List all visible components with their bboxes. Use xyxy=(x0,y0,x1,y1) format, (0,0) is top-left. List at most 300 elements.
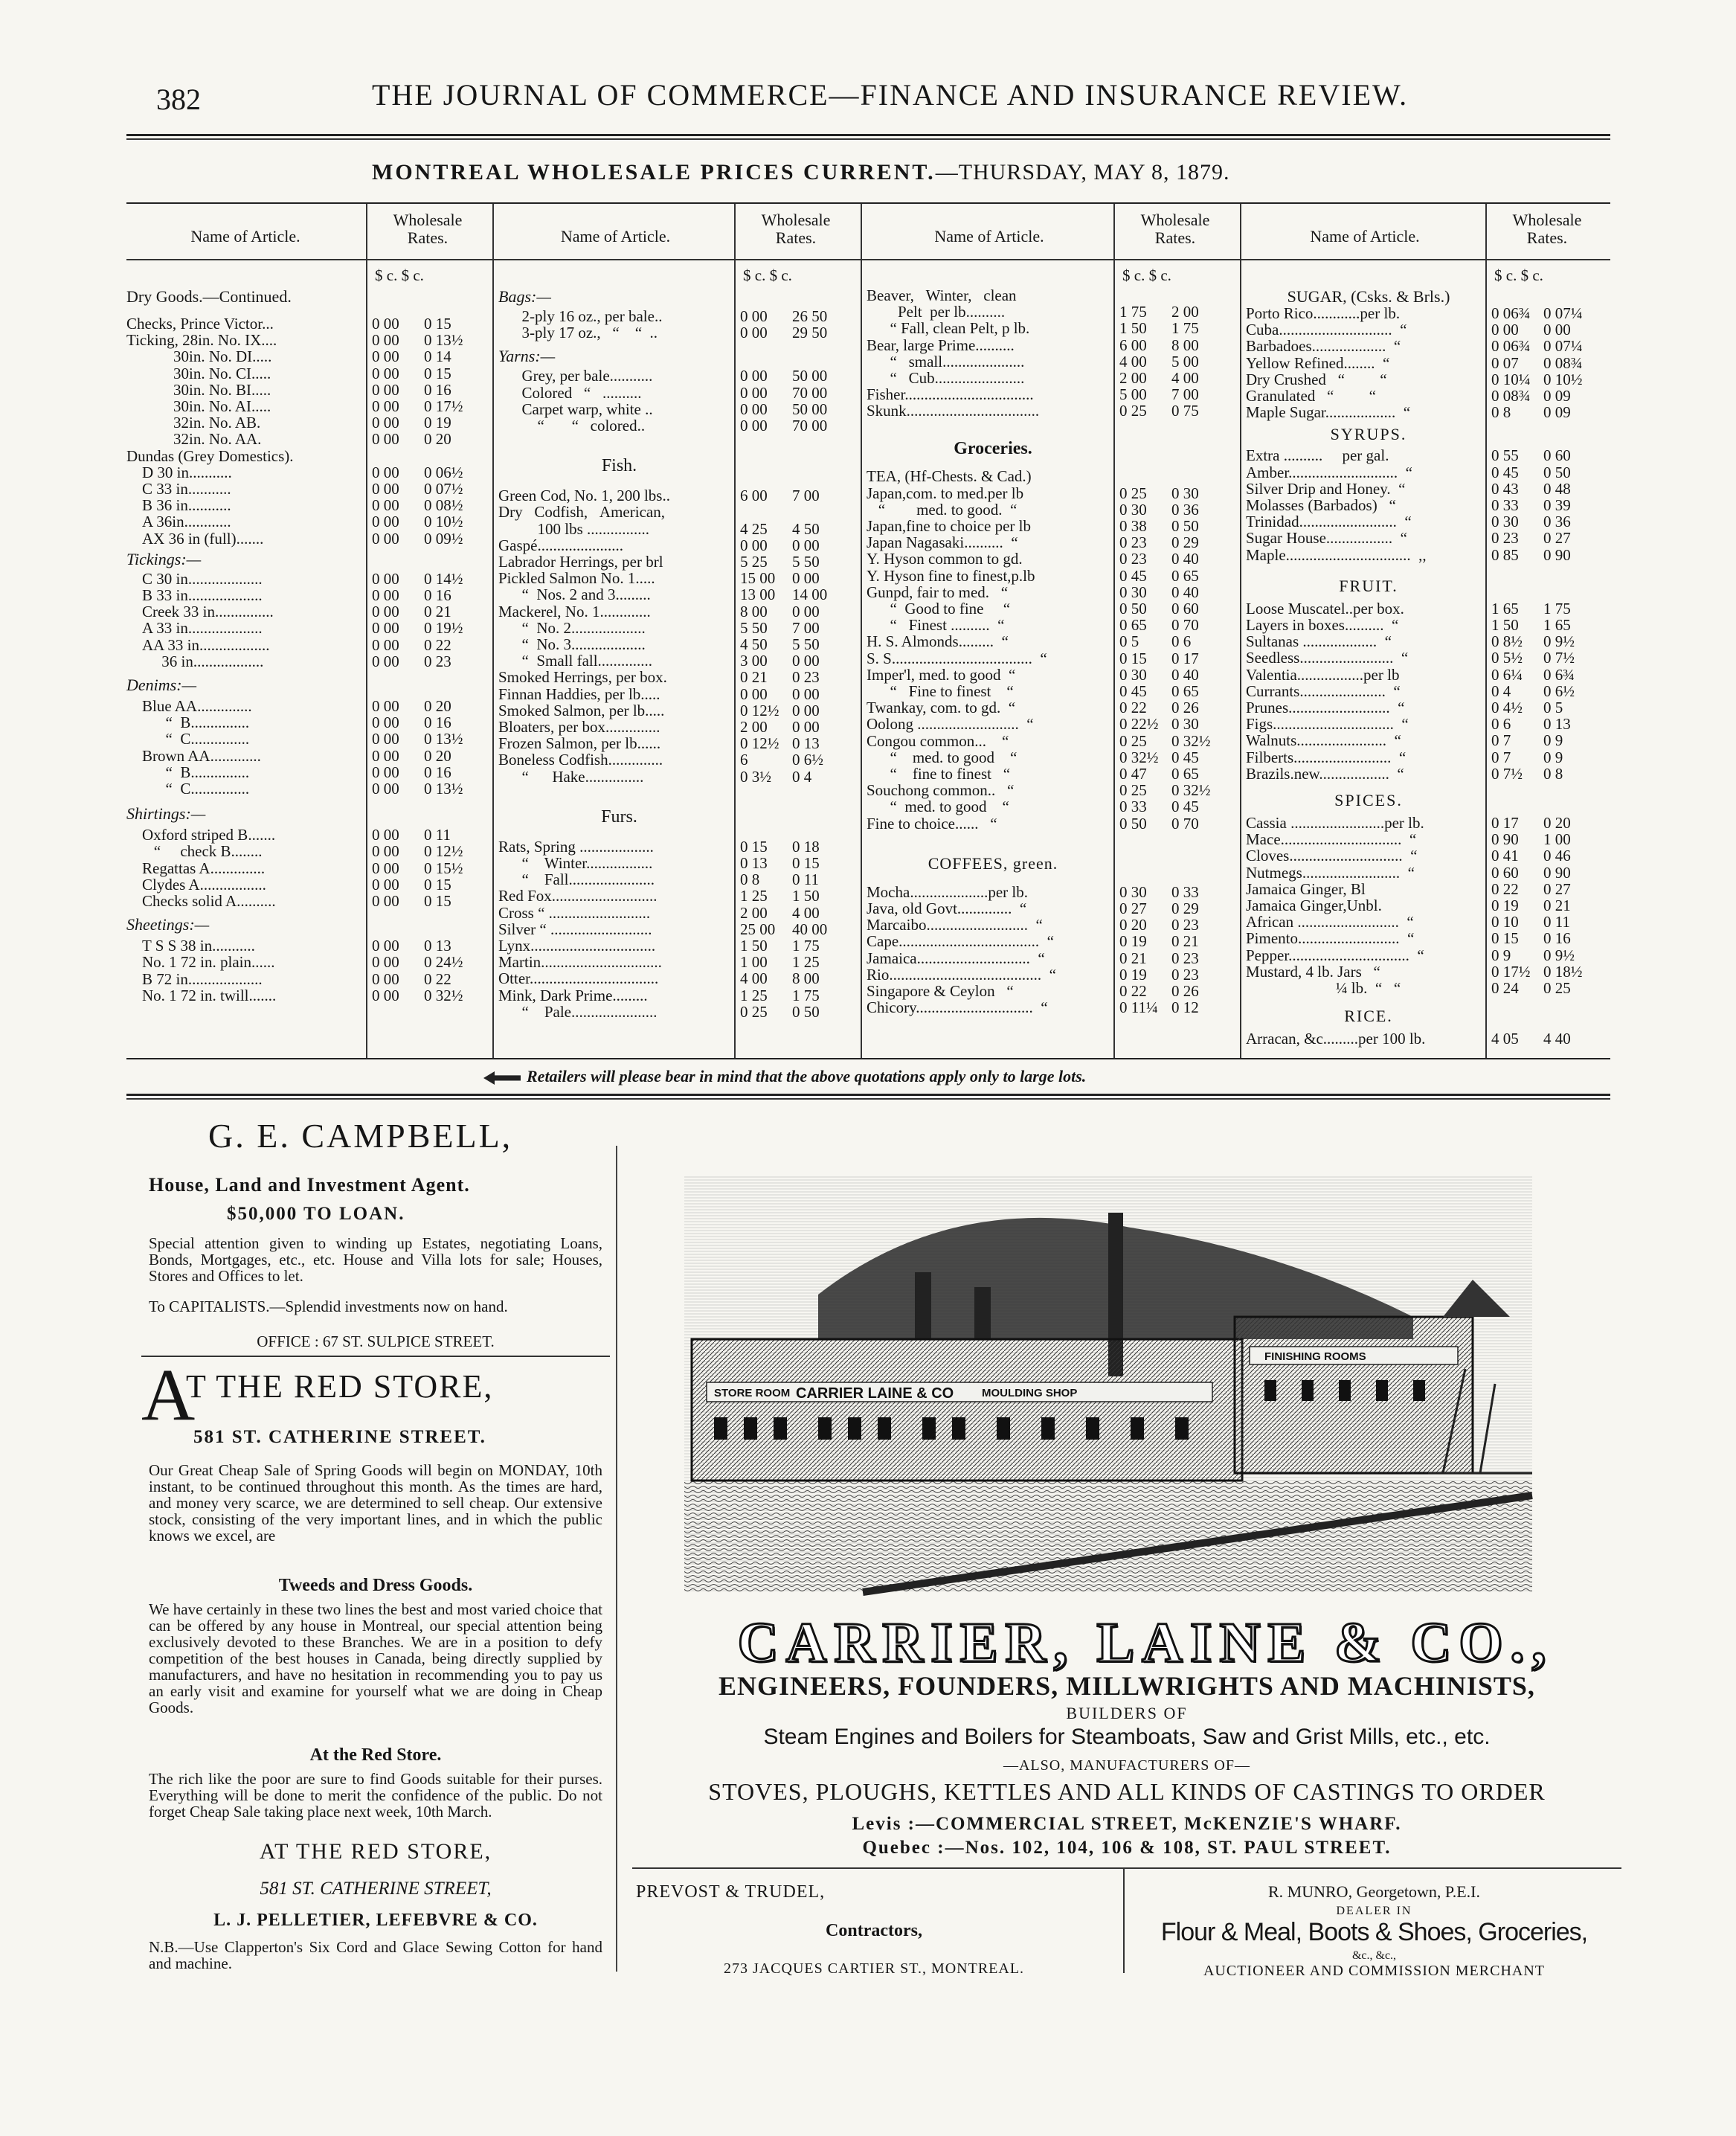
article-name: Valentia.................per lb xyxy=(1246,665,1400,684)
rate-low: 0 00 xyxy=(372,315,399,333)
article-name: AA 33 in.................. xyxy=(126,635,270,654)
campbell-body: Special attention given to winding up Estates, negotiating Loans, Bonds, Mortgages, etc., etc. House and Villa lots for sale; Houses, Stores and Offices to let. xyxy=(149,1234,602,1285)
article-name: T S S 38 in........... xyxy=(126,937,255,955)
article-name: Carpet warp, white .. xyxy=(498,400,653,418)
rate-low: 0 00 xyxy=(372,414,399,432)
rate-low: 0 43 xyxy=(1491,479,1519,498)
rate-high: 0 06½ xyxy=(424,463,463,481)
rate-low: 0 8½ xyxy=(1491,632,1523,651)
rate-high: 0 9 xyxy=(1543,731,1563,750)
rate-high: 0 26 xyxy=(1171,699,1199,717)
article-name: Oolong .......................... “ xyxy=(867,715,1034,734)
rate-low: 0 25 xyxy=(1119,402,1147,420)
article-name: B 72 in................... xyxy=(126,969,263,988)
price-row xyxy=(126,620,491,636)
price-row xyxy=(498,855,859,871)
rate-high: 0 27 xyxy=(1543,529,1571,548)
rate-low: 0 60 xyxy=(1491,863,1519,882)
rate-high: 0 50 xyxy=(1171,517,1199,535)
rate-high: 0 13½ xyxy=(424,780,463,798)
article-name: Mocha....................per lb. xyxy=(867,882,1028,901)
campbell-name: G. E. CAMPBELL, xyxy=(208,1117,513,1155)
campbell-subtitle: House, Land and Investment Agent. xyxy=(149,1174,470,1196)
article-name: 100 lbs ................ xyxy=(498,519,650,538)
rate-high: 0 15 xyxy=(424,315,451,333)
rate-high: 0 36 xyxy=(1171,500,1199,519)
rate-high: 0 00 xyxy=(792,701,820,719)
price-row xyxy=(1246,497,1610,513)
article-name: “ No. 2................... xyxy=(498,618,646,637)
rate-high: 8 00 xyxy=(792,969,820,988)
article-name: Filberts......................... “ xyxy=(1246,748,1407,766)
article-name: Currants...................... “ xyxy=(1246,681,1401,700)
article-name: Bloaters, per box.............. xyxy=(498,718,660,736)
rate-low: 0 4 xyxy=(1491,681,1511,700)
section-heading: RICE. xyxy=(1344,1007,1393,1026)
rate-high: 0 65 xyxy=(1171,682,1199,700)
price-row xyxy=(498,385,859,401)
rate-low: 0 00 xyxy=(372,496,399,515)
section-heading: SPICES. xyxy=(1334,791,1403,809)
rate-low: 3 00 xyxy=(740,652,768,670)
column-header-name: Name of Article. xyxy=(560,227,671,246)
price-row xyxy=(1246,815,1610,831)
price-row xyxy=(126,315,491,332)
rate-low: 0 19 xyxy=(1491,897,1519,914)
article-name: 32in. No. AB. xyxy=(126,414,261,432)
rate-low: 0 00 xyxy=(372,842,399,861)
article-name: Silver “ .......................... xyxy=(498,920,652,938)
article-name: Mustard, 4 lb. Jars “ xyxy=(1246,962,1380,981)
rate-low: 0 23 xyxy=(1491,529,1519,548)
article-name: Nutmegs......................... “ xyxy=(1246,863,1415,882)
rate-high: 4 00 xyxy=(1171,369,1199,387)
price-row xyxy=(126,731,491,747)
price-row xyxy=(1246,305,1610,321)
rate-high: 0 00 xyxy=(792,684,820,703)
rate-low: 0 08¾ xyxy=(1491,387,1531,405)
section-heading: Groceries. xyxy=(954,438,1032,458)
factory-building xyxy=(692,1339,1242,1481)
rate-high: 0 08½ xyxy=(424,496,463,515)
rate-low: 0 00 xyxy=(372,331,399,350)
article-name: Mink, Dark Prime......... xyxy=(498,986,648,1004)
article-name: Mace............................... “ xyxy=(1246,830,1417,849)
rate-low: 0 30 xyxy=(1491,513,1519,531)
rate-high: 0 9½ xyxy=(1543,946,1575,964)
rate-high: 0 18 xyxy=(792,837,820,856)
rate-high: 0 45 xyxy=(1171,798,1199,816)
article-name: Maple................................ ,, xyxy=(1246,545,1427,564)
rate-low: 0 00 xyxy=(372,859,399,877)
article-name: “ check B........ xyxy=(126,842,263,861)
rate-high: 0 13½ xyxy=(424,331,463,350)
rate-low: 1 50 xyxy=(1491,616,1519,634)
units-label: $ c. $ c. xyxy=(1494,266,1543,284)
price-row xyxy=(1246,338,1610,354)
price-row xyxy=(126,698,491,714)
rate-high: 0 39 xyxy=(1543,496,1571,514)
price-row xyxy=(1246,930,1610,946)
rate-high: 0 90 xyxy=(1543,545,1571,564)
rate-high: 0 18½ xyxy=(1543,962,1583,981)
price-row xyxy=(498,570,859,586)
price-row xyxy=(498,702,859,719)
rate-high: 5 50 xyxy=(792,553,820,571)
rate-low: 0 00 xyxy=(372,875,399,894)
rate-low: 8 00 xyxy=(740,602,768,620)
rate-high: 0 20 xyxy=(424,746,451,765)
rate-high: 0 15 xyxy=(424,875,451,894)
rate-high: 1 65 xyxy=(1543,616,1571,634)
price-row xyxy=(126,398,491,414)
rate-low: 0 21 xyxy=(740,668,768,687)
rate-low: 0 22 xyxy=(1491,879,1519,898)
rate-low: 0 55 xyxy=(1491,446,1519,465)
rate-high: 0 60 xyxy=(1171,600,1199,618)
price-row xyxy=(867,551,1238,567)
rate-low: 0 12½ xyxy=(740,701,779,719)
price-row xyxy=(867,617,1238,633)
rate-high: 0 6 xyxy=(1171,632,1192,651)
redstore-body-2: We have certainly in these two lines the best and most varied choice that can be offered by any house in Montreal, our special attention being exclusively devoted to these Branches. We are in a position to defy competition of the best houses in Canada, being directly supplied by manufacturers, and have no hesitation in recommending you to pay us an early visit and examine for yourself what we are doing in Cheap Goods. xyxy=(149,1600,602,1716)
article-name: “ Cub....................... xyxy=(867,369,1025,387)
price-row xyxy=(867,716,1238,732)
article-name: Rio....................................... “ xyxy=(867,965,1056,984)
price-row xyxy=(1246,547,1610,563)
rate-low: 0 00 xyxy=(372,746,399,765)
article-name: “ small..................... xyxy=(867,352,1025,371)
article-name: Figs............................... “ xyxy=(1246,715,1409,734)
article-name: Pelt per lb.......... xyxy=(867,303,1006,321)
rate-low: 0 12½ xyxy=(740,734,779,753)
article-name: Rats, Spring ................... xyxy=(498,837,654,856)
price-row xyxy=(498,521,859,537)
rate-low: 0 22 xyxy=(1119,982,1147,1000)
article-name: Dundas (Grey Domestics). xyxy=(126,446,294,465)
article-name: Gaspé...................... xyxy=(498,536,623,554)
rate-high: 8 00 xyxy=(1171,336,1199,354)
article-name: Jamaica Ginger, Bl xyxy=(1246,879,1366,898)
rate-low: 0 8 xyxy=(1491,403,1511,422)
rate-high: 0 70 xyxy=(1171,814,1199,833)
prevost-role: Contractors, xyxy=(826,1921,922,1940)
rate-low: 0 00 xyxy=(372,892,399,910)
section-heading: COFFEES, green. xyxy=(928,853,1058,873)
rate-low: 0 19 xyxy=(1119,965,1147,984)
rate-high: 0 30 xyxy=(1171,484,1199,502)
rate-low: 0 8 xyxy=(740,870,760,889)
rate-high: 0 29 xyxy=(1171,899,1199,917)
rate-low: 2 00 xyxy=(1119,369,1147,387)
rate-low: 0 15 xyxy=(740,837,768,856)
column-divider xyxy=(492,204,494,1058)
rate-low: 0 5 xyxy=(1119,632,1139,651)
rate-low: 0 00 xyxy=(740,536,768,554)
rate-high: 0 16 xyxy=(424,713,451,732)
rate-low: 0 22½ xyxy=(1119,715,1159,734)
rate-high: 0 75 xyxy=(1171,402,1199,420)
section-heading: Denims:— xyxy=(126,676,197,694)
price-row xyxy=(867,749,1238,766)
rate-low: 0 07 xyxy=(1491,353,1519,372)
rate-low: 0 00 xyxy=(372,652,399,670)
sign-moulding-shop: MOULDING SHOP xyxy=(982,1387,1078,1399)
price-row xyxy=(126,365,491,382)
rate-high: 0 50 xyxy=(1543,463,1571,481)
price-row xyxy=(1246,481,1610,497)
price-row xyxy=(1246,404,1610,420)
article-name: “ Good to fine “ xyxy=(867,600,1011,618)
article-name: Prunes.......................... “ xyxy=(1246,699,1405,716)
article-name: Granulated “ “ xyxy=(1246,387,1376,405)
article-name: Regattas A.............. xyxy=(126,859,266,877)
price-row xyxy=(126,513,491,530)
rate-low: 0 00 xyxy=(372,697,399,715)
rate-high: 0 32½ xyxy=(1171,731,1211,750)
price-row xyxy=(126,414,491,431)
price-row xyxy=(867,501,1238,518)
article-name: H. S. Almonds......... “ xyxy=(867,632,1009,651)
column-divider xyxy=(1240,204,1241,1058)
price-row xyxy=(498,954,859,970)
rate-low: 0 6 xyxy=(1491,715,1511,734)
prevost-address: 273 JACQUES CARTIER ST., MONTREAL. xyxy=(723,1960,1025,1977)
article-name: “ Finest .......... “ xyxy=(867,616,1005,635)
article-name: Fine to choice...... “ xyxy=(867,814,997,833)
rate-high: 0 00 xyxy=(792,602,820,620)
rate-high: 0 21 xyxy=(1543,897,1571,914)
price-row xyxy=(126,954,491,970)
rate-low: 0 06¾ xyxy=(1491,337,1531,356)
rate-high: 0 23 xyxy=(1171,949,1199,967)
rate-high: 0 40 xyxy=(1171,665,1199,684)
running-head: THE JOURNAL OF COMMERCE—FINANCE AND INSURANCE REVIEW. xyxy=(372,78,1409,112)
article-name: “ med. to good “ xyxy=(867,748,1018,766)
price-row xyxy=(498,719,859,735)
price-row xyxy=(498,504,859,520)
price-row xyxy=(498,620,859,636)
units-label: $ c. $ c. xyxy=(1122,266,1171,284)
article-name: Amber............................ “ xyxy=(1246,463,1412,481)
article-name: Japan,com. to med.per lb xyxy=(867,484,1024,502)
price-row xyxy=(1246,513,1610,530)
section-heading: Dry Goods.—Continued. xyxy=(126,287,292,306)
article-name: “ Nos. 2 and 3......... xyxy=(498,586,651,604)
price-row xyxy=(498,838,859,855)
article-name: Creek 33 in............... xyxy=(126,603,274,621)
rate-low: 4 25 xyxy=(740,519,768,538)
rate-high: 0 15 xyxy=(424,892,451,910)
price-row xyxy=(498,769,859,785)
article-name: Cross “ .......................... xyxy=(498,903,651,922)
price-row xyxy=(126,603,491,620)
header-rule xyxy=(126,259,1610,260)
price-row xyxy=(126,348,491,365)
rate-low: 0 00 xyxy=(740,307,768,325)
rate-high: 0 12½ xyxy=(424,842,463,861)
rate-low: 4 00 xyxy=(740,969,768,988)
price-row xyxy=(867,782,1238,798)
rate-high: 50 00 xyxy=(792,367,828,385)
article-name: Singapore & Ceylon “ xyxy=(867,982,1014,1000)
rate-high: 0 00 xyxy=(792,718,820,736)
price-row xyxy=(498,652,859,669)
carrier-also: —ALSO, MANUFACTURERS OF— xyxy=(1003,1757,1250,1774)
rate-low: 0 33 xyxy=(1119,798,1147,816)
river xyxy=(684,1481,1532,1592)
price-row xyxy=(1246,831,1610,847)
rate-high: 0 10½ xyxy=(1543,370,1583,388)
price-row xyxy=(126,971,491,987)
price-row xyxy=(867,320,1238,336)
rate-high: 0 09 xyxy=(1543,403,1571,422)
rate-high: 0 23 xyxy=(792,668,820,687)
article-name: Cloves............................. “ xyxy=(1246,847,1418,865)
rate-low: 0 30 xyxy=(1119,583,1147,601)
article-name: Walnuts....................... “ xyxy=(1246,731,1401,750)
article-name: 30in. No. BI..... xyxy=(126,380,271,399)
rate-low: 0 90 xyxy=(1491,830,1519,849)
rate-low: 0 65 xyxy=(1119,616,1147,635)
rate-high: 0 27 xyxy=(1543,879,1571,898)
rate-low: 1 75 xyxy=(1119,303,1147,321)
article-name: Grey, per bale........... xyxy=(498,367,653,385)
price-row xyxy=(126,893,491,909)
column-header-name: Name of Article. xyxy=(934,227,1044,246)
rate-low: 0 25 xyxy=(1119,781,1147,800)
price-row xyxy=(867,884,1238,900)
rate-low: 6 00 xyxy=(1119,336,1147,354)
rate-low: 0 00 xyxy=(740,400,768,418)
rate-high: 0 00 xyxy=(792,569,820,588)
article-name: Bear, large Prime.......... xyxy=(867,336,1015,354)
rate-low: 2 00 xyxy=(740,903,768,922)
rate-low: 0 41 xyxy=(1491,847,1519,865)
price-row xyxy=(126,780,491,797)
price-row xyxy=(867,584,1238,600)
rate-high: 70 00 xyxy=(792,417,828,434)
price-row xyxy=(498,368,859,384)
price-row xyxy=(1246,464,1610,481)
munro-role: AUCTIONEER AND COMMISSION MERCHANT xyxy=(1203,1963,1546,1979)
campbell-rule xyxy=(141,1356,610,1357)
rate-high: 0 6¾ xyxy=(1543,665,1575,684)
price-row xyxy=(498,970,859,987)
rate-low: 0 7½ xyxy=(1491,764,1523,783)
units-label: $ c. $ c. xyxy=(375,266,424,284)
article-name: Green Cod, No. 1, 200 lbs.. xyxy=(498,487,670,505)
article-name: Sultanas ................... “ xyxy=(1246,632,1392,651)
rate-low: 0 00 xyxy=(372,619,399,638)
article-name: Gunpd, fair to med. “ xyxy=(867,583,1009,601)
rate-low: 0 24 xyxy=(1491,979,1519,997)
rate-low: 0 00 xyxy=(372,763,399,781)
price-row xyxy=(498,871,859,888)
price-row xyxy=(1246,881,1610,897)
article-name: Y. Hyson common to gd. xyxy=(867,550,1023,568)
article-name: Pimento.......................... “ xyxy=(1246,929,1415,948)
price-row xyxy=(126,860,491,876)
price-row xyxy=(498,1004,859,1020)
rate-high: 1 50 xyxy=(792,887,820,905)
article-name: D 30 in........... xyxy=(126,463,232,481)
rate-high: 0 17 xyxy=(1171,649,1199,667)
rate-high: 5 00 xyxy=(1171,352,1199,371)
article-name: Dry Crushed “ “ xyxy=(1246,370,1387,388)
price-row xyxy=(1246,865,1610,881)
rate-low: 0 27 xyxy=(1119,899,1147,917)
section-heading: Bags:— xyxy=(498,287,551,306)
rate-high: 0 15½ xyxy=(424,859,463,877)
rate-low: 6 00 xyxy=(740,487,768,505)
rate-high: 0 09½ xyxy=(424,529,463,548)
rate-high: 2 00 xyxy=(1171,303,1199,321)
rate-high: 0 11 xyxy=(424,826,451,844)
rate-high: 0 22 xyxy=(424,635,451,654)
rate-high: 50 00 xyxy=(792,400,828,418)
rate-high: 0 07¼ xyxy=(1543,337,1583,356)
rate-low: 0 21 xyxy=(1119,949,1147,967)
article-name: “ Fine to finest “ xyxy=(867,682,1014,700)
table-title: MONTREAL WHOLESALE PRICES CURRENT.—THURSDAY, MAY 8, 1879. xyxy=(372,160,1230,185)
rate-low: 0 25 xyxy=(740,1002,768,1021)
section-heading: Yarns:— xyxy=(498,347,556,366)
rate-low: 0 50 xyxy=(1119,600,1147,618)
rate-high: 0 6½ xyxy=(1543,681,1575,700)
rate-high: 4 00 xyxy=(792,903,820,922)
prevost-name: PREVOST & TRUDEL, xyxy=(636,1882,826,1902)
rate-low: 0 06¾ xyxy=(1491,304,1531,322)
rate-high: 0 11 xyxy=(792,870,819,889)
redstore-heading: T THE RED STORE, xyxy=(186,1368,494,1405)
price-row xyxy=(1246,699,1610,716)
rate-high: 4 40 xyxy=(1543,1030,1571,1048)
rate-low: 0 5½ xyxy=(1491,649,1523,667)
price-row xyxy=(1246,847,1610,864)
prices-table xyxy=(126,202,1610,1059)
rate-high: 0 19½ xyxy=(424,619,463,638)
price-row xyxy=(126,876,491,893)
price-row xyxy=(867,633,1238,650)
sign-finishing-rooms: FINISHING ROOMS xyxy=(1264,1350,1366,1363)
rate-high: 0 21 xyxy=(424,603,451,621)
carrier-stoves: STOVES, PLOUGHS, KETTLES AND ALL KINDS OF CASTINGS TO ORDER xyxy=(708,1778,1546,1805)
article-name: Oxford striped B....... xyxy=(126,826,276,844)
article-name: “ Fall...................... xyxy=(498,870,655,889)
rate-high: 0 00 xyxy=(792,652,820,670)
price-row xyxy=(126,497,491,513)
price-row xyxy=(1246,600,1610,617)
price-row xyxy=(126,653,491,670)
rate-low: 0 00 xyxy=(372,635,399,654)
rate-high: 0 36 xyxy=(1543,513,1571,531)
rate-high: 0 23 xyxy=(424,652,451,670)
article-name: Trinidad......................... “ xyxy=(1246,513,1412,531)
rate-high: 0 16 xyxy=(424,586,451,604)
rate-high: 0 13½ xyxy=(424,730,463,748)
rate-low: 0 00 xyxy=(372,953,399,972)
rate-low: 6 xyxy=(740,751,748,769)
rate-low: 0 30 xyxy=(1119,665,1147,684)
price-row xyxy=(867,683,1238,699)
price-row xyxy=(126,431,491,447)
article-name: Cape.................................... “ xyxy=(867,932,1054,951)
article-name: Japan Nagasaki.......... “ xyxy=(867,533,1018,552)
price-row xyxy=(498,603,859,620)
article-name: C 30 in................... xyxy=(126,569,263,588)
article-name: Yellow Refined........ “ xyxy=(1246,353,1390,372)
